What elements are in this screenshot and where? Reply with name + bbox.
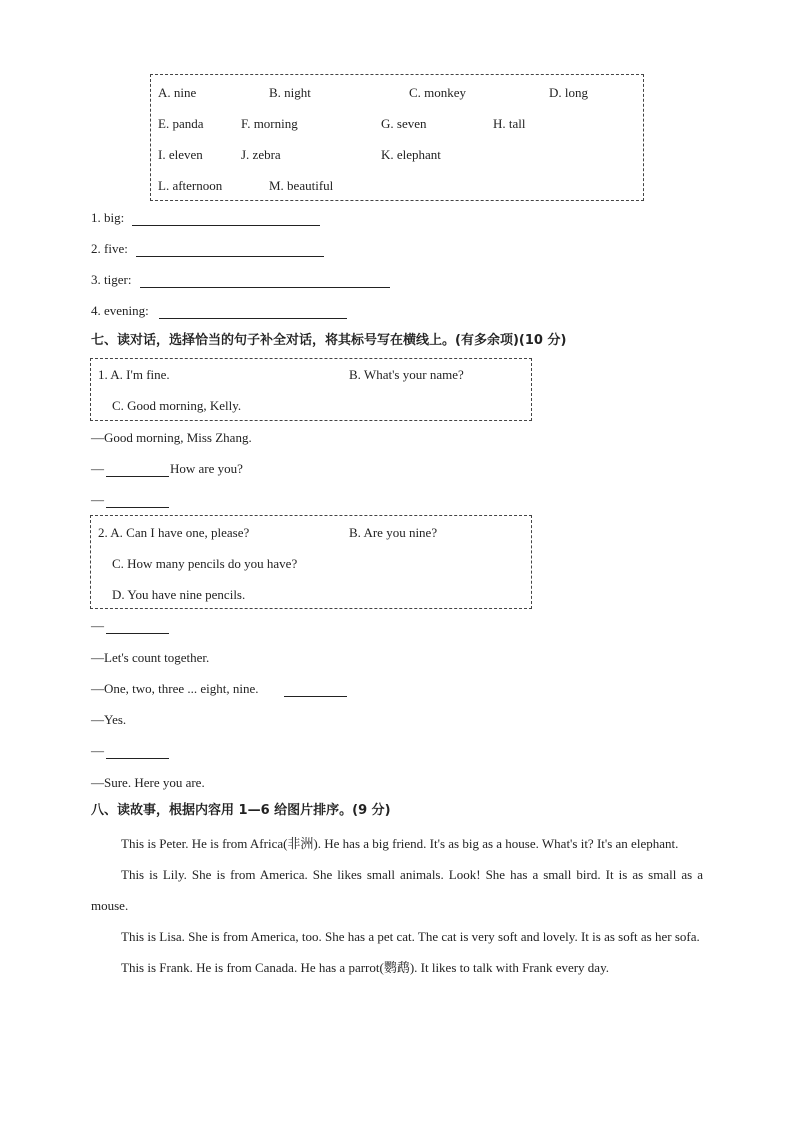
- option-g: G. seven: [381, 116, 427, 131]
- dialog2-line-4: —Sure. Here you are.: [91, 775, 205, 790]
- dialog2-line-3: —Yes.: [91, 712, 127, 727]
- option-m: M. beautiful: [269, 178, 334, 193]
- option-i: I. eleven: [158, 147, 203, 162]
- option-f: F. morning: [241, 116, 298, 131]
- answer-blank-2[interactable]: [136, 244, 324, 257]
- dialog1-line-1: —Good morning, Miss Zhang.: [91, 430, 252, 445]
- option-c: C. monkey: [409, 85, 467, 100]
- option-l: L. afternoon: [158, 178, 223, 193]
- section8-heading: 八、读故事，根据内容用 1—6 给图片排序。(9 分): [91, 803, 391, 818]
- story-paragraph-4: This is Frank. He is from Canada. He has a parrot(鹦鹉). It likes to talk with Frank every day.: [121, 960, 609, 975]
- dialog1-line-2: How are you?: [170, 461, 243, 476]
- dialog2-blank-2[interactable]: [284, 684, 347, 697]
- option-j: J. zebra: [241, 147, 281, 162]
- story-paragraph-3: This is Lisa. She is from America, too. She has a pet cat. The cat is very soft and lovely. It is as soft as her sofa.: [121, 929, 700, 944]
- dialog1-blank-1[interactable]: [106, 464, 169, 477]
- dialog1-blank-2[interactable]: [106, 495, 169, 508]
- dialog1-dash-3: —: [91, 492, 104, 507]
- word-question-2: 2. five:: [91, 241, 128, 256]
- option-k: K. elephant: [381, 147, 441, 162]
- dialog1-option-a: 1. A. I'm fine.: [98, 367, 170, 382]
- word-question-4: 4. evening:: [91, 303, 149, 318]
- dialog2-option-a: 2. A. Can I have one, please?: [98, 525, 250, 540]
- option-h: H. tall: [493, 116, 526, 131]
- dialog2-option-c: C. How many pencils do you have?: [112, 556, 298, 571]
- option-e: E. panda: [158, 116, 204, 131]
- dialog2-blank-1[interactable]: [106, 621, 169, 634]
- dialog2-line-1: —Let's count together.: [91, 650, 210, 665]
- dialog2-option-b: B. Are you nine?: [349, 525, 438, 540]
- dialog2-option-d: D. You have nine pencils.: [112, 587, 246, 602]
- dialog2-line-2: —One, two, three ... eight, nine.: [91, 681, 259, 696]
- story-paragraph-1: This is Peter. He is from Africa(非洲). He has a big friend. It's as big as a house. What's it? It's an elephant.: [121, 836, 679, 851]
- answer-blank-1[interactable]: [132, 213, 320, 226]
- answer-blank-4[interactable]: [159, 306, 347, 319]
- option-a: A. nine: [158, 85, 197, 100]
- dialog2-dash-4: —: [91, 743, 104, 758]
- dialog2-dash-1: —: [91, 618, 104, 633]
- dialog2-blank-3[interactable]: [106, 746, 169, 759]
- option-b: B. night: [269, 85, 311, 100]
- word-question-3: 3. tiger:: [91, 272, 132, 287]
- dialog1-dash-2: —: [91, 461, 104, 476]
- dialog1-option-c: C. Good morning, Kelly.: [112, 398, 242, 413]
- story-paragraph-2: This is Lily. She is from America. She likes small animals. Look! She has a small bird. It is as small as a mouse.: [91, 867, 703, 913]
- word-question-1: 1. big:: [91, 210, 125, 225]
- answer-blank-3[interactable]: [140, 275, 390, 288]
- section7-heading: 七、读对话，选择恰当的句子补全对话，将其标号写在横线上。(有多余项)(10 分): [91, 333, 567, 348]
- story-text: [91, 828, 703, 983]
- dialog1-option-b: B. What's your name?: [349, 367, 464, 382]
- option-d: D. long: [549, 85, 588, 100]
